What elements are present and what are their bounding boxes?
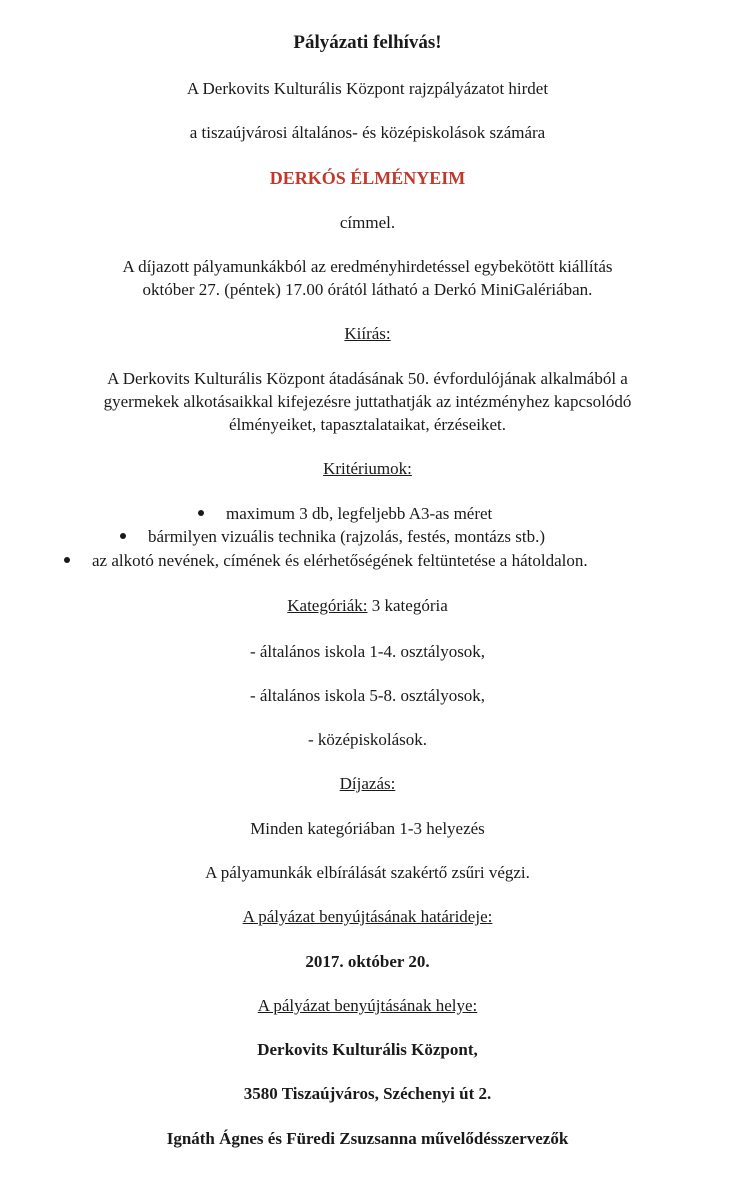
bullet-icon — [120, 533, 126, 539]
exhibit-line-1: A díjazott pályamunkákból az eredményhirdetéssel egybekötött kiállítás — [122, 257, 613, 276]
criteria-item-text: bármilyen vizuális technika (rajzolás, festés, montázs stb.) — [148, 527, 546, 546]
intro-line-2: a tiszaújvárosi általános- és középiskolások számára — [189, 123, 546, 142]
kriteriumok-heading-wrap — [0, 458, 735, 480]
criteria-item — [120, 526, 545, 548]
bullet-icon — [64, 557, 70, 563]
category-item: - általános iskola 1-4. osztályosok, — [249, 642, 486, 661]
deadline-date: 2017. október 20. — [305, 952, 430, 971]
organizers: Ignáth Ágnes és Füredi Zsuzsanna művelődésszervezők — [166, 1129, 569, 1148]
hatarido-heading-wrap — [0, 906, 735, 928]
contest-name: DERKÓS ÉLMÉNYEIM — [269, 168, 466, 188]
kiiras-line-1: A Derkovits Kulturális Központ átadásának 50. évfordulójának alkalmából a — [107, 369, 628, 388]
bullet-icon — [198, 510, 204, 516]
kategoriak-line — [0, 595, 735, 617]
dijazas-heading: Díjazás: — [339, 774, 396, 793]
venue-name: Derkovits Kulturális Központ, — [257, 1040, 478, 1059]
venue-address: 3580 Tiszaújváros, Széchenyi út 2. — [243, 1084, 492, 1103]
kiiras-heading-wrap — [0, 323, 735, 345]
hely-heading: A pályázat benyújtásának helye: — [257, 996, 478, 1015]
page-title: Pályázati felhívás! — [293, 32, 442, 53]
dijazas-line-1: Minden kategóriában 1-3 helyezés — [250, 819, 485, 838]
category-item: - általános iskola 5-8. osztályosok, — [249, 686, 486, 705]
criteria-item-text: az alkotó nevének, címének és elérhetőségének feltüntetése a hátoldalon. — [92, 551, 588, 570]
kategoriak-count: 3 kategória — [367, 596, 448, 615]
kiiras-heading: Kiírás: — [344, 324, 391, 343]
intro-line-1: A Derkovits Kulturális Központ rajzpályázatot hirdet — [186, 79, 549, 98]
criteria-item-text: maximum 3 db, legfeljebb A3-as méret — [226, 504, 493, 523]
kiiras-line-3: élményeiket, tapasztalataikat, érzéseiket. — [228, 415, 507, 434]
hatarido-heading: A pályázat benyújtásának határideje: — [242, 907, 493, 926]
category-item: - középiskolások. — [308, 730, 427, 749]
hely-heading-wrap — [0, 995, 735, 1017]
intro-line-3: címmel. — [339, 213, 396, 232]
dijazas-heading-wrap — [0, 773, 735, 795]
criteria-item — [198, 503, 492, 525]
dijazas-line-2: A pályamunkák elbírálását szakértő zsűri végzi. — [205, 863, 530, 882]
kategoriak-heading: Kategóriák: — [287, 596, 368, 615]
criteria-item — [64, 550, 588, 572]
kiiras-line-2: gyermekek alkotásaikkal kifejezésre juttathatják az intézményhez kapcsolódó — [103, 392, 632, 411]
exhibit-line-2: október 27. (péntek) 17.00 órától látható a Derkó MiniGalériában. — [142, 280, 593, 299]
kriteriumok-heading: Kritériumok: — [323, 459, 412, 478]
